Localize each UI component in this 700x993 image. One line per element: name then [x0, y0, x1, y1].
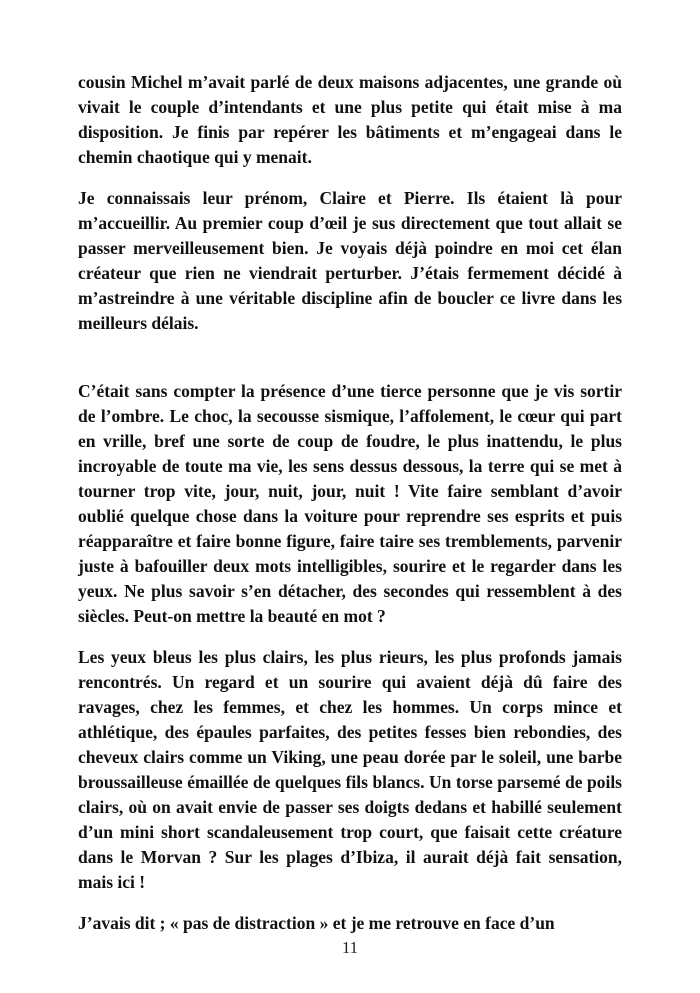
- paragraph-1: cousin Michel m’avait parlé de deux maisons adjacentes, une grande où vivait le couple d’intendants et une plus petite qui était mise à ma disposition. Je finis par repérer les bâtiments et m’engageai dans le chemin chaotique qui y menait.: [78, 72, 622, 167]
- paragraph-3: C’était sans compter la présence d’une tierce personne que je vis sortir de l’ombre. Le choc, la secousse sismique, l’affolement, le cœur qui part en vrille, bref une sorte de coup de foudre, le plus inattendu, le plus incroyable de toute ma vie, les sens dessus dessous, la terre qui se met à tourner trop vite, jour, nuit, jour, nuit ! Vite faire semblant d’avoir oublié quelque chose dans la voiture pour reprendre ses esprits et puis réapparaître et faire bonne figure, faire taire ses tremblements, parvenir juste à bafouiller deux mots intelligibles, sourire et le regarder dans les yeux. Ne plus savoir s’en détacher, des secondes qui ressemblent à des siècles. Peut-on mettre la beauté en mot ?: [78, 381, 622, 626]
- page-number: 11: [341, 938, 359, 957]
- paragraph-5: J’avais dit ; « pas de distraction » et je me retrouve en face d’un: [78, 913, 555, 933]
- paragraph-4: Les yeux bleus les plus clairs, les plus rieurs, les plus profonds jamais rencontrés. Un regard et un sourire qui avaient déjà dû faire des ravages, chez les femmes, et chez les hommes. Un corps mince et athlétique, des épaules parfaites, des petites fesses bien rebondies, des cheveux clairs comme un Viking, une peau dorée par le soleil, une barbe broussailleuse émaillée de quelques fils blancs. Un torse parsemé de poils clairs, où on avait envie de passer ses doigts dedans et habillé seulement d’un mini short scandaleusement trop court, que faisait cette créature dans le Morvan ? Sur les plages d’Ibiza, il aurait déjà fait sensation, mais ici !: [78, 647, 622, 892]
- paragraph-2: Je connaissais leur prénom, Claire et Pierre. Ils étaient là pour m’accueillir. Au premier coup d’œil je sus directement que tout allait se passer merveilleusement bien. Je voyais déjà poindre en moi cet élan créateur que rien ne viendrait perturber. J’étais fermement décidé à m’astreindre à une véritable discipline afin de boucler ce livre dans les meilleurs délais.: [78, 188, 622, 333]
- body-text: [78, 70, 622, 952]
